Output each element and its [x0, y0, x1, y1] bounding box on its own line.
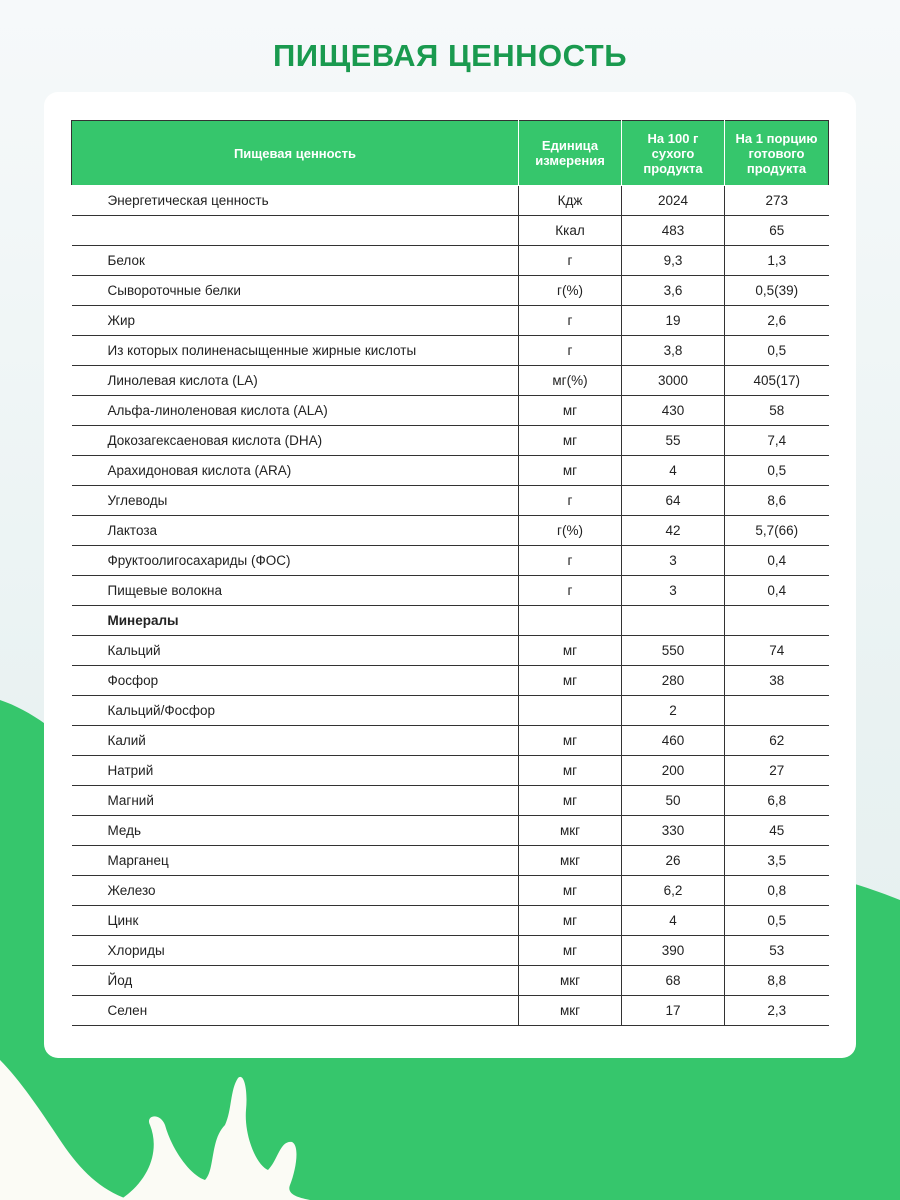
cell-per-100g: 4: [622, 456, 725, 486]
header-per-portion: На 1 порцию готового продукта: [725, 121, 829, 186]
cell-unit: г: [519, 486, 622, 516]
cell-unit: г(%): [519, 276, 622, 306]
cell-nutrient: Арахидоновая кислота (ARA): [72, 456, 519, 486]
cell-unit: мг: [519, 396, 622, 426]
cell-unit: мг: [519, 666, 622, 696]
cell-per-100g: 3000: [622, 366, 725, 396]
cell-nutrient: Йод: [72, 966, 519, 996]
cell-nutrient: Фосфор: [72, 666, 519, 696]
cell-per-portion: 7,4: [725, 426, 829, 456]
cell-nutrient: Углеводы: [72, 486, 519, 516]
cell-per-100g: 26: [622, 846, 725, 876]
cell-nutrient: Пищевые волокна: [72, 576, 519, 606]
cell-per-100g: 50: [622, 786, 725, 816]
cell-unit: мкг: [519, 816, 622, 846]
cell-per-100g: 330: [622, 816, 725, 846]
cell-per-portion: 0,5(39): [725, 276, 829, 306]
cell-per-portion: 65: [725, 216, 829, 246]
cell-per-100g: 2: [622, 696, 725, 726]
cell-per-portion: 8,8: [725, 966, 829, 996]
cell-per-100g: 3,8: [622, 336, 725, 366]
cell-per-100g: 430: [622, 396, 725, 426]
cell-unit: г: [519, 336, 622, 366]
cell-per-100g: 42: [622, 516, 725, 546]
cell-unit: Ккал: [519, 216, 622, 246]
cell-unit: г: [519, 246, 622, 276]
cell-per-portion: 2,6: [725, 306, 829, 336]
cell-unit: мг: [519, 426, 622, 456]
cell-unit: мкг: [519, 966, 622, 996]
cell-per-portion: 27: [725, 756, 829, 786]
cell-per-portion: 273: [725, 186, 829, 216]
cell-unit: мг: [519, 756, 622, 786]
cell-nutrient: Кальций/Фосфор: [72, 696, 519, 726]
cell-per-100g: 550: [622, 636, 725, 666]
cell-unit: мг(%): [519, 366, 622, 396]
cell-unit: г: [519, 306, 622, 336]
cell-nutrient: Цинк: [72, 906, 519, 936]
cell-per-100g: 3: [622, 546, 725, 576]
cell-nutrient: Натрий: [72, 756, 519, 786]
cell-per-portion: 0,4: [725, 546, 829, 576]
cell-per-portion: 1,3: [725, 246, 829, 276]
cell-nutrient: Минералы: [72, 606, 519, 636]
cell-per-100g: 390: [622, 936, 725, 966]
cell-nutrient: Калий: [72, 726, 519, 756]
cell-per-100g: 6,2: [622, 876, 725, 906]
cell-per-100g: 17: [622, 996, 725, 1026]
cell-unit: г: [519, 576, 622, 606]
cell-nutrient: Энергетическая ценность: [72, 186, 519, 216]
cell-nutrient: Из которых полиненасыщенные жирные кислоты: [72, 336, 519, 366]
cell-nutrient: Линолевая кислота (LA): [72, 366, 519, 396]
cell-per-100g: 2024: [622, 186, 725, 216]
cell-nutrient: Докозагексаеновая кислота (DHA): [72, 426, 519, 456]
cell-unit: мг: [519, 726, 622, 756]
cell-per-portion: 0,5: [725, 336, 829, 366]
header-unit: Единица измерения: [519, 121, 622, 186]
cell-per-100g: 9,3: [622, 246, 725, 276]
cell-nutrient: Хлориды: [72, 936, 519, 966]
cell-unit: мкг: [519, 846, 622, 876]
cell-unit: мг: [519, 456, 622, 486]
cell-per-portion: 53: [725, 936, 829, 966]
cell-per-100g: 4: [622, 906, 725, 936]
cell-nutrient: Марганец: [72, 846, 519, 876]
page-title: ПИЩЕВАЯ ЦЕННОСТЬ: [273, 38, 627, 73]
cell-per-100g: 460: [622, 726, 725, 756]
cell-nutrient: Сывороточные белки: [72, 276, 519, 306]
cell-unit: мг: [519, 906, 622, 936]
cell-unit: мг: [519, 636, 622, 666]
cell-unit: Кдж: [519, 186, 622, 216]
header-per-100g: На 100 г сухого продукта: [622, 121, 725, 186]
cell-per-portion: 0,5: [725, 906, 829, 936]
cell-nutrient: Селен: [72, 996, 519, 1026]
cell-nutrient: Фруктоолигосахариды (ФОС): [72, 546, 519, 576]
cell-per-portion: 45: [725, 816, 829, 846]
cell-per-portion: 58: [725, 396, 829, 426]
cell-unit: мг: [519, 876, 622, 906]
cell-nutrient: Лактоза: [72, 516, 519, 546]
cell-per-portion: 2,3: [725, 996, 829, 1026]
cell-per-100g: 55: [622, 426, 725, 456]
cell-per-100g: 19: [622, 306, 725, 336]
cell-nutrient: Железо: [72, 876, 519, 906]
cell-unit: мг: [519, 786, 622, 816]
cell-per-100g: 200: [622, 756, 725, 786]
cell-nutrient: Белок: [72, 246, 519, 276]
cell-per-100g: 68: [622, 966, 725, 996]
cell-per-portion: 3,5: [725, 846, 829, 876]
cell-unit: мкг: [519, 996, 622, 1026]
cell-per-portion: 5,7(66): [725, 516, 829, 546]
cell-per-portion: 74: [725, 636, 829, 666]
cell-per-100g: 280: [622, 666, 725, 696]
cell-nutrient: Альфа-линоленовая кислота (ALA): [72, 396, 519, 426]
cell-per-portion: 38: [725, 666, 829, 696]
cell-per-100g: 483: [622, 216, 725, 246]
cell-per-portion: 8,6: [725, 486, 829, 516]
cell-per-portion: 62: [725, 726, 829, 756]
cell-per-100g: 64: [622, 486, 725, 516]
cell-per-portion: 0,4: [725, 576, 829, 606]
cell-per-portion: 405(17): [725, 366, 829, 396]
cell-per-portion: 0,5: [725, 456, 829, 486]
cell-unit: г(%): [519, 516, 622, 546]
cell-unit: мг: [519, 936, 622, 966]
cell-nutrient: Кальций: [72, 636, 519, 666]
header-nutrient: Пищевая ценность: [72, 121, 519, 186]
cell-per-portion: 0,8: [725, 876, 829, 906]
cell-nutrient: Медь: [72, 816, 519, 846]
cell-nutrient: Магний: [72, 786, 519, 816]
cell-per-100g: 3,6: [622, 276, 725, 306]
cell-nutrient: Жир: [72, 306, 519, 336]
cell-unit: г: [519, 546, 622, 576]
cell-per-portion: 6,8: [725, 786, 829, 816]
cell-per-100g: 3: [622, 576, 725, 606]
